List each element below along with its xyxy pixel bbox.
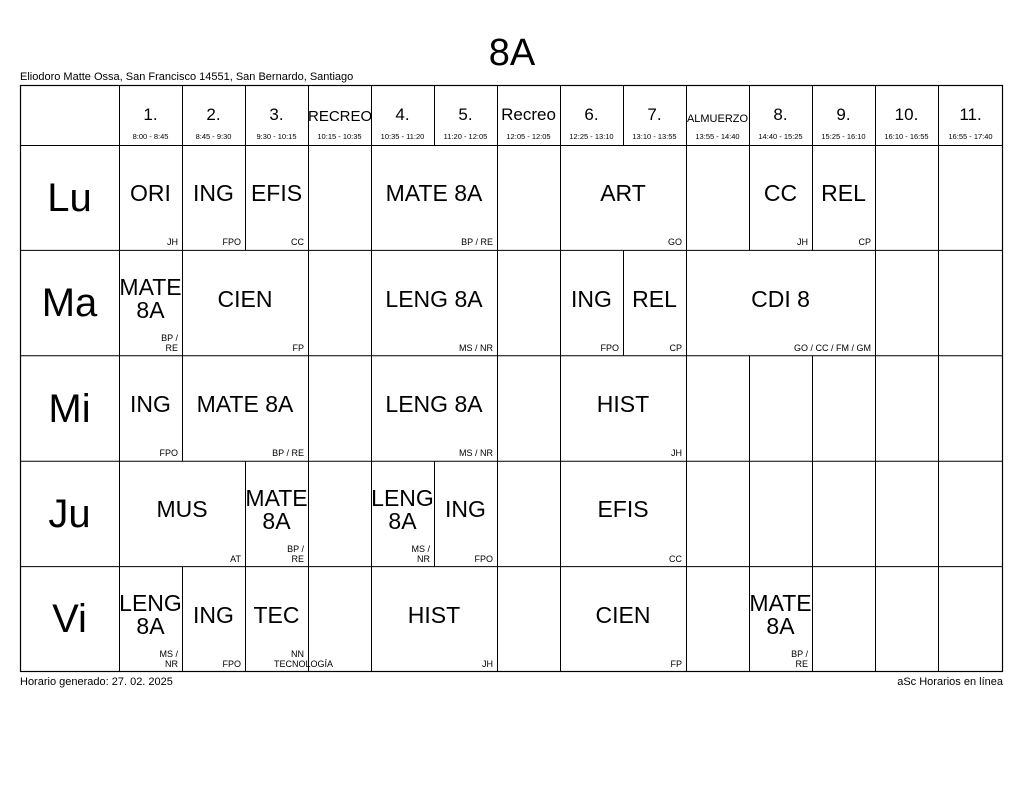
- school-address: Eliodoro Matte Ossa, San Francisco 14551, San Bernardo, Santiago: [20, 71, 354, 83]
- lesson-teacher: NN TECNOLOGÍA: [274, 648, 334, 669]
- lesson-subject: LENG 8A: [385, 390, 483, 417]
- lesson-subject: ING: [130, 390, 171, 417]
- lesson-subject: HIST: [596, 390, 650, 417]
- day-label: Lu: [47, 175, 92, 220]
- lesson-subject: EFIS: [250, 180, 303, 207]
- lesson-cell: [749, 567, 812, 672]
- timetable-grid: [20, 85, 1003, 672]
- period-time: 12:05 - 12:05: [506, 132, 551, 141]
- lesson-subject: ART: [600, 180, 646, 207]
- lesson-subject: ING: [571, 285, 612, 312]
- lesson-cell: [812, 145, 875, 250]
- lesson-teacher: MS / NR: [159, 648, 178, 669]
- lesson-cell: [182, 567, 245, 672]
- lesson-teacher: CC: [291, 237, 304, 248]
- lesson-subject: MUS: [156, 496, 208, 523]
- lesson-subject: EFIS: [597, 496, 649, 523]
- lesson-cell: [686, 250, 875, 355]
- lesson-cell: [245, 145, 308, 250]
- lesson-cell: [560, 356, 686, 461]
- lesson-subject: MATE 8A: [119, 274, 182, 324]
- lesson-subject: CC: [763, 180, 798, 207]
- page-title: 8A: [488, 32, 536, 74]
- lesson-teacher: FPO: [474, 553, 493, 564]
- lesson-subject: MATE 8A: [245, 484, 308, 534]
- day-label: Ju: [48, 491, 91, 536]
- period-label: 3.: [269, 105, 284, 124]
- generated-date: Horario generado: 27. 02. 2025: [20, 676, 173, 688]
- period-label: 6.: [584, 105, 599, 124]
- lesson-cell: [371, 356, 497, 461]
- lesson-cell: [434, 461, 497, 566]
- lesson-subject: MATE 8A: [385, 180, 483, 207]
- lesson-subject: ING: [445, 496, 486, 523]
- period-time: 8:00 - 8:45: [132, 132, 169, 141]
- lesson-teacher: BP / RE: [791, 648, 808, 669]
- period-label: 9.: [836, 105, 851, 124]
- period-label: 5.: [458, 105, 473, 124]
- lesson-subject: ING: [193, 180, 234, 207]
- lesson-teacher: FP: [292, 342, 304, 353]
- lesson-subject: LENG 8A: [371, 484, 434, 534]
- lesson-teacher: BP / RE: [287, 543, 304, 564]
- lesson-teacher: MS / NR: [458, 342, 493, 353]
- lesson-subject: HIST: [407, 601, 461, 628]
- lesson-cell: [623, 250, 686, 355]
- lesson-cell: [182, 250, 308, 355]
- lesson-teacher: FPO: [222, 658, 241, 669]
- lesson-cell: [371, 461, 434, 566]
- period-label: 4.: [395, 105, 410, 124]
- lesson-subject: REL: [821, 180, 866, 207]
- lesson-teacher: FPO: [222, 237, 241, 248]
- lesson-teacher: MS / NR: [411, 543, 430, 564]
- period-label: 10.: [894, 105, 919, 124]
- period-label: ALMUERZO: [686, 113, 749, 125]
- lesson-teacher: BP / RE: [461, 237, 493, 248]
- lesson-teacher: CP: [669, 342, 682, 353]
- lesson-cell: [119, 250, 182, 355]
- period-label: 7.: [647, 105, 662, 124]
- lesson-teacher: CC: [669, 553, 682, 564]
- period-time: 10:15 - 10:35: [317, 132, 362, 141]
- period-time: 16:55 - 17:40: [948, 132, 993, 141]
- lesson-teacher: JH: [797, 237, 808, 248]
- brand-label: aSc Horarios en línea: [897, 676, 1003, 688]
- period-label: RECREO: [308, 108, 373, 125]
- lesson-teacher: JH: [671, 448, 682, 459]
- lesson-cell: [119, 567, 182, 672]
- period-time: 14:40 - 15:25: [758, 132, 803, 141]
- period-time: 16:10 - 16:55: [884, 132, 929, 141]
- lesson-subject: LENG 8A: [385, 285, 483, 312]
- lesson-teacher: FPO: [159, 448, 178, 459]
- period-label: 11.: [959, 105, 982, 124]
- lesson-subject: LENG 8A: [119, 590, 182, 640]
- lesson-teacher: JH: [167, 237, 178, 248]
- lesson-teacher: CP: [858, 237, 871, 248]
- day-label: Ma: [41, 281, 98, 326]
- period-label: 8.: [773, 105, 788, 124]
- period-label: 2.: [206, 105, 221, 124]
- lesson-cell: [560, 567, 686, 672]
- lesson-subject: ING: [193, 601, 234, 628]
- lesson-teacher: JH: [482, 658, 493, 669]
- lesson-cell: [119, 461, 245, 566]
- period-label: 1.: [143, 105, 158, 124]
- lesson-subject: CIEN: [595, 601, 651, 628]
- lesson-cell: [182, 145, 245, 250]
- lesson-subject: MATE 8A: [749, 590, 812, 640]
- period-time: 9:30 - 10:15: [256, 132, 297, 141]
- lesson-subject: TEC: [253, 601, 300, 628]
- lesson-subject: MATE 8A: [196, 390, 294, 417]
- lesson-teacher: BP / RE: [161, 332, 178, 353]
- lesson-cell: [371, 250, 497, 355]
- period-label: Recreo: [501, 105, 556, 124]
- period-time: 13:10 - 13:55: [632, 132, 677, 141]
- lesson-cell: [245, 461, 308, 566]
- lesson-cell: [560, 461, 686, 566]
- lesson-teacher: AT: [230, 553, 241, 564]
- lesson-cell: [182, 356, 308, 461]
- lesson-teacher: FP: [670, 658, 682, 669]
- period-time: 10:35 - 11:20: [380, 132, 425, 141]
- period-time: 12:25 - 13:10: [569, 132, 614, 141]
- period-time: 11:20 - 12:05: [443, 132, 488, 141]
- lesson-teacher: BP / RE: [272, 448, 304, 459]
- lesson-subject: ORI: [130, 180, 171, 207]
- lesson-subject: CDI 8: [751, 285, 810, 312]
- lesson-teacher: FPO: [600, 342, 619, 353]
- lesson-teacher: MS / NR: [458, 448, 493, 459]
- lesson-cell: [119, 356, 182, 461]
- lesson-cell: [119, 145, 182, 250]
- period-time: 15:25 - 16:10: [821, 132, 866, 141]
- lesson-subject: CIEN: [217, 285, 273, 312]
- lesson-subject: REL: [632, 285, 677, 312]
- lesson-cell: [371, 567, 497, 672]
- lesson-cell: [245, 567, 334, 672]
- period-time: 13:55 - 14:40: [695, 132, 740, 141]
- period-time: 8:45 - 9:30: [195, 132, 232, 141]
- day-label: Vi: [52, 597, 87, 642]
- lesson-teacher: GO: [667, 237, 682, 248]
- lesson-cell: [749, 145, 812, 250]
- lesson-cell: [560, 145, 686, 250]
- day-label: Mi: [48, 386, 91, 431]
- lesson-cell: [371, 145, 497, 250]
- lesson-teacher: GO / CC / FM / GM: [794, 342, 871, 353]
- lesson-cell: [560, 250, 623, 355]
